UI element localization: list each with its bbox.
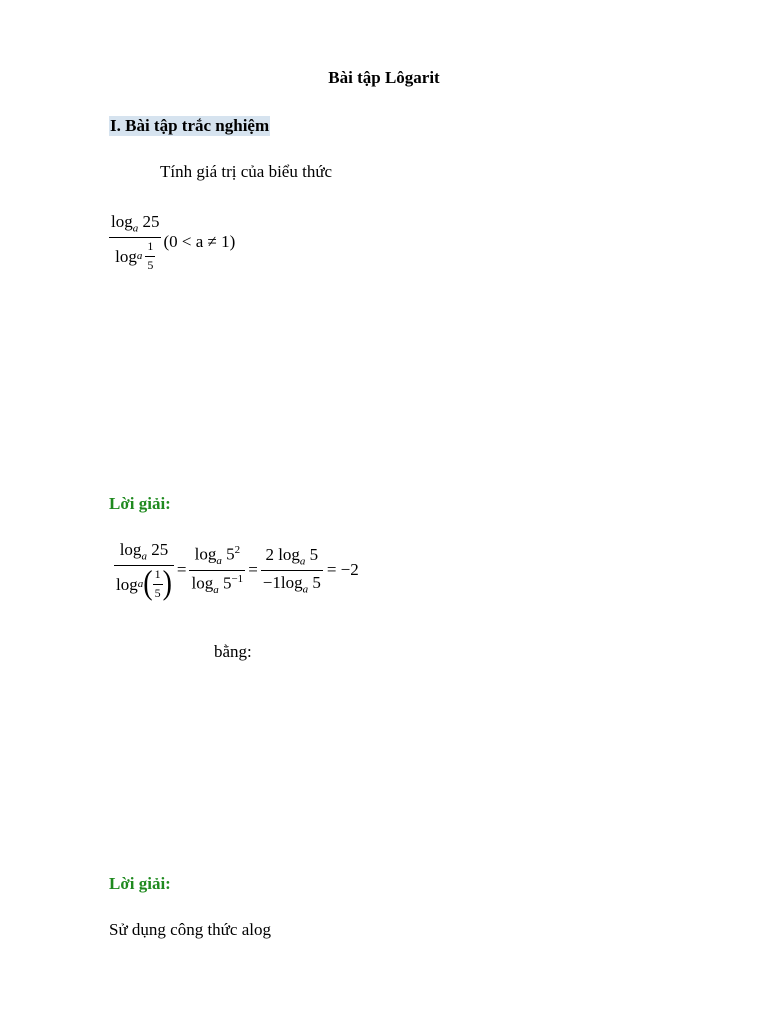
fraction-denominator: log a $\frac{1}{5}$ bbox=[115, 239, 154, 272]
document-title: Bài tập Lôgarit bbox=[328, 68, 440, 87]
last-line: Sử dụng công thức alog bbox=[109, 920, 271, 939]
section-heading: I. Bài tập trắc nghiệm bbox=[110, 116, 270, 135]
answer-word: bằng: bbox=[214, 642, 252, 661]
question-fraction bbox=[109, 212, 161, 273]
solution-label-1: Lời giải: bbox=[109, 494, 171, 513]
question-text: Tính giá trị của biểu thức bbox=[160, 162, 333, 181]
question-expression bbox=[109, 212, 235, 273]
solution-term-3: $\frac{2 \log_a 5}{-1\log_a 5}$ bbox=[262, 544, 321, 596]
solution-term-2: $\frac{\log_a 5^2}{\log_a 5^{-1}}$ bbox=[191, 544, 244, 596]
condition: (0 < a ≠ 1) bbox=[163, 232, 236, 252]
solution-result: = −2 bbox=[326, 560, 359, 580]
solution-term-1: $\log_a 25$ log a ( $\frac{1}{5}$ ) bbox=[116, 540, 172, 603]
solution-label-2: Lời giải: bbox=[109, 874, 171, 893]
fraction-numerator: $\log_a 25$ bbox=[111, 212, 160, 235]
solution-expression: $\log_a 25$ log a ( $\frac{1}{5}$ ) = $\frac{\log_a 5^2}{\log_a 5^{-1}}$ = $\frac{2 \log_a 5}{-1\log_a 5}$ = −2 bbox=[116, 540, 359, 603]
